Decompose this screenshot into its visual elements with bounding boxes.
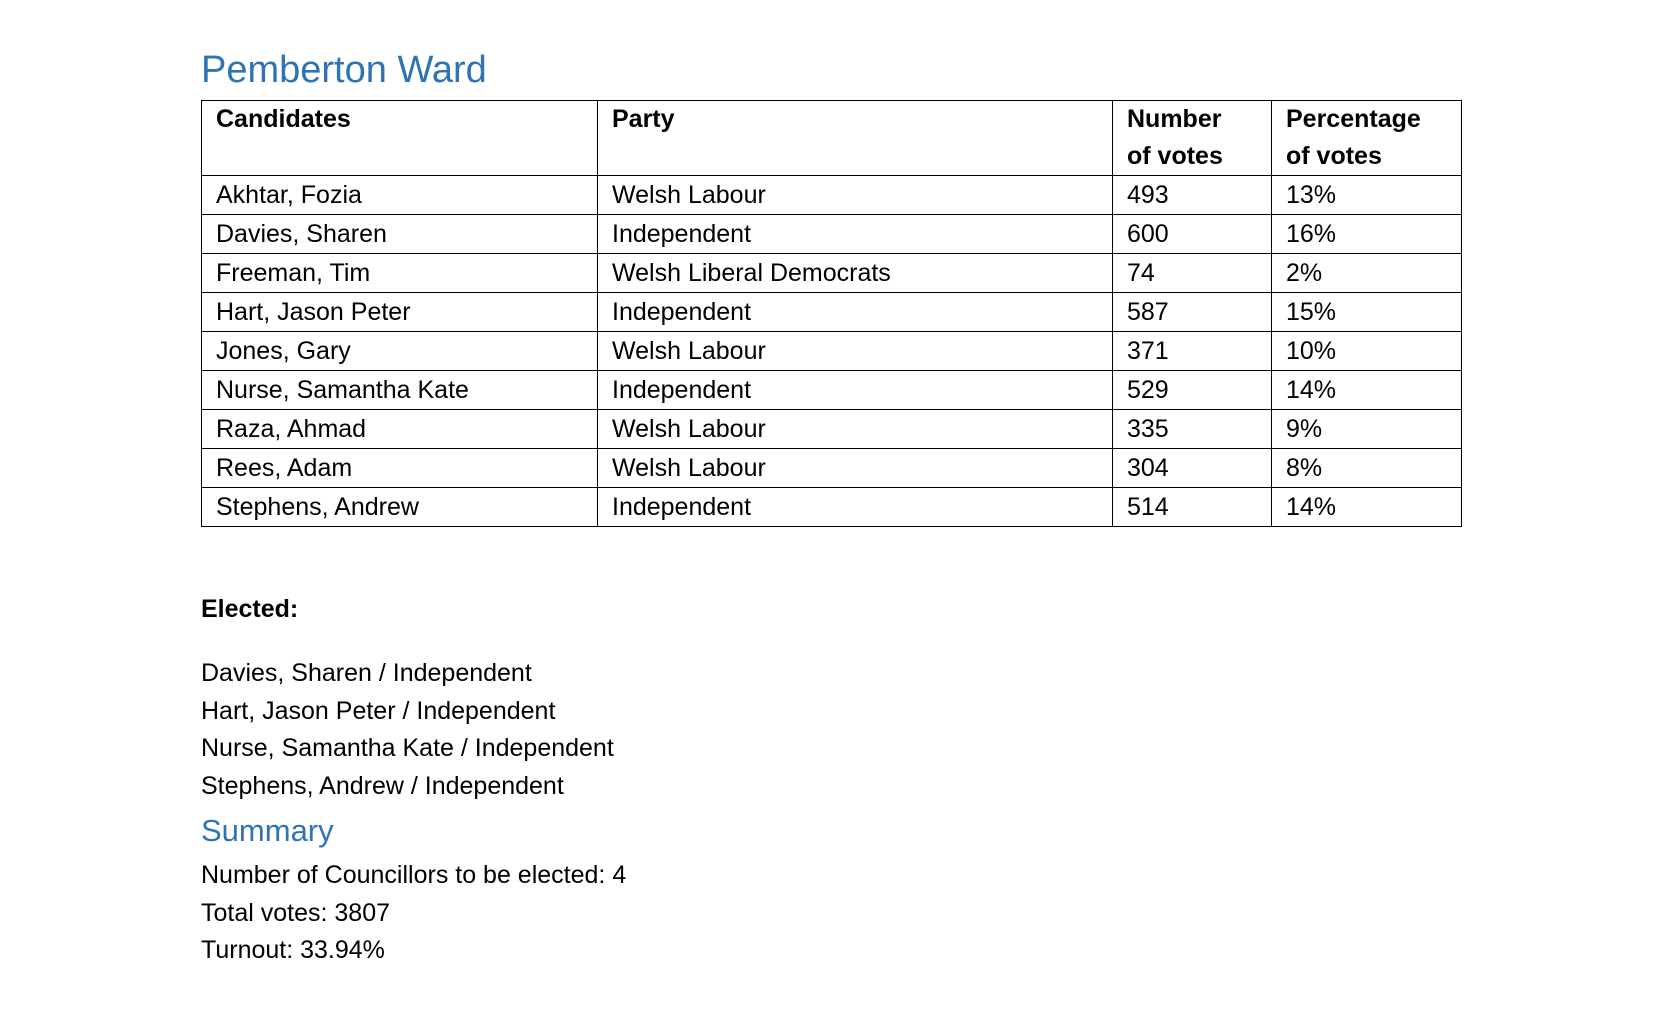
results-table <box>201 100 1462 527</box>
cell-party: Welsh Liberal Democrats <box>598 254 1113 293</box>
table-row <box>202 215 1462 254</box>
summary-total-votes: Total votes: 3807 <box>201 898 391 927</box>
header-party-label: Party <box>612 105 675 133</box>
cell-votes: 304 <box>1113 449 1272 488</box>
cell-percentage: 9% <box>1272 410 1462 449</box>
cell-votes: 74 <box>1113 254 1272 293</box>
table-header-row <box>202 101 1462 176</box>
cell-candidate: Stephens, Andrew <box>202 488 598 527</box>
cell-party: Independent <box>598 215 1113 254</box>
summary-councillors: Number of Councillors to be elected: 4 <box>201 861 627 889</box>
cell-percentage: 2% <box>1272 254 1462 293</box>
table-row <box>202 176 1462 215</box>
cell-candidate: Nurse, Samantha Kate <box>202 371 598 410</box>
cell-votes: 371 <box>1113 332 1272 371</box>
cell-percentage: 10% <box>1272 332 1462 371</box>
summary-list <box>201 857 626 970</box>
cell-votes: 600 <box>1113 215 1272 254</box>
header-candidates-label: Candidates <box>216 105 351 133</box>
cell-percentage: 14% <box>1272 488 1462 527</box>
cell-candidate: Akhtar, Fozia <box>202 176 598 215</box>
cell-votes: 587 <box>1113 293 1272 332</box>
elected-item: Stephens, Andrew / Independent <box>201 771 564 800</box>
cell-percentage: 13% <box>1272 176 1462 215</box>
table-row <box>202 488 1462 527</box>
header-votes-line2: of votes <box>1127 142 1223 170</box>
table-row <box>202 293 1462 332</box>
header-percentage-of-votes <box>1272 101 1462 176</box>
cell-votes: 335 <box>1113 410 1272 449</box>
cell-percentage: 16% <box>1272 215 1462 254</box>
header-pct-line1: Percentage <box>1286 105 1421 133</box>
elected-list <box>201 655 614 805</box>
table-row <box>202 254 1462 293</box>
cell-candidate: Raza, Ahmad <box>202 410 598 449</box>
cell-candidate: Hart, Jason Peter <box>202 293 598 332</box>
cell-candidate: Davies, Sharen <box>202 215 598 254</box>
cell-party: Independent <box>598 488 1113 527</box>
cell-party: Independent <box>598 293 1113 332</box>
header-candidates <box>202 101 598 176</box>
cell-party: Independent <box>598 371 1113 410</box>
cell-candidate: Freeman, Tim <box>202 254 598 293</box>
header-number-of-votes <box>1113 101 1272 176</box>
table-row <box>202 332 1462 371</box>
summary-turnout: Turnout: 33.94% <box>201 936 385 964</box>
cell-candidate: Jones, Gary <box>202 332 598 371</box>
cell-votes: 514 <box>1113 488 1272 527</box>
cell-percentage: 15% <box>1272 293 1462 332</box>
cell-party: Welsh Labour <box>598 410 1113 449</box>
table-row <box>202 410 1462 449</box>
header-party <box>598 101 1113 176</box>
elected-item: Davies, Sharen / Independent <box>201 659 532 687</box>
table-row <box>202 371 1462 410</box>
ward-title: Pemberton Ward <box>201 49 487 91</box>
elected-item: Hart, Jason Peter / Independent <box>201 696 556 725</box>
cell-party: Welsh Labour <box>598 176 1113 215</box>
cell-percentage: 8% <box>1272 449 1462 488</box>
header-pct-line2: of votes <box>1286 142 1382 170</box>
cell-party: Welsh Labour <box>598 332 1113 371</box>
summary-heading: Summary <box>201 813 334 848</box>
cell-candidate: Rees, Adam <box>202 449 598 488</box>
cell-votes: 493 <box>1113 176 1272 215</box>
elected-item: Nurse, Samantha Kate / Independent <box>201 734 614 762</box>
elected-heading: Elected: <box>201 595 299 623</box>
cell-votes: 529 <box>1113 371 1272 410</box>
table-row <box>202 449 1462 488</box>
cell-percentage: 14% <box>1272 371 1462 410</box>
cell-party: Welsh Labour <box>598 449 1113 488</box>
header-votes-line1: Number <box>1127 105 1222 133</box>
